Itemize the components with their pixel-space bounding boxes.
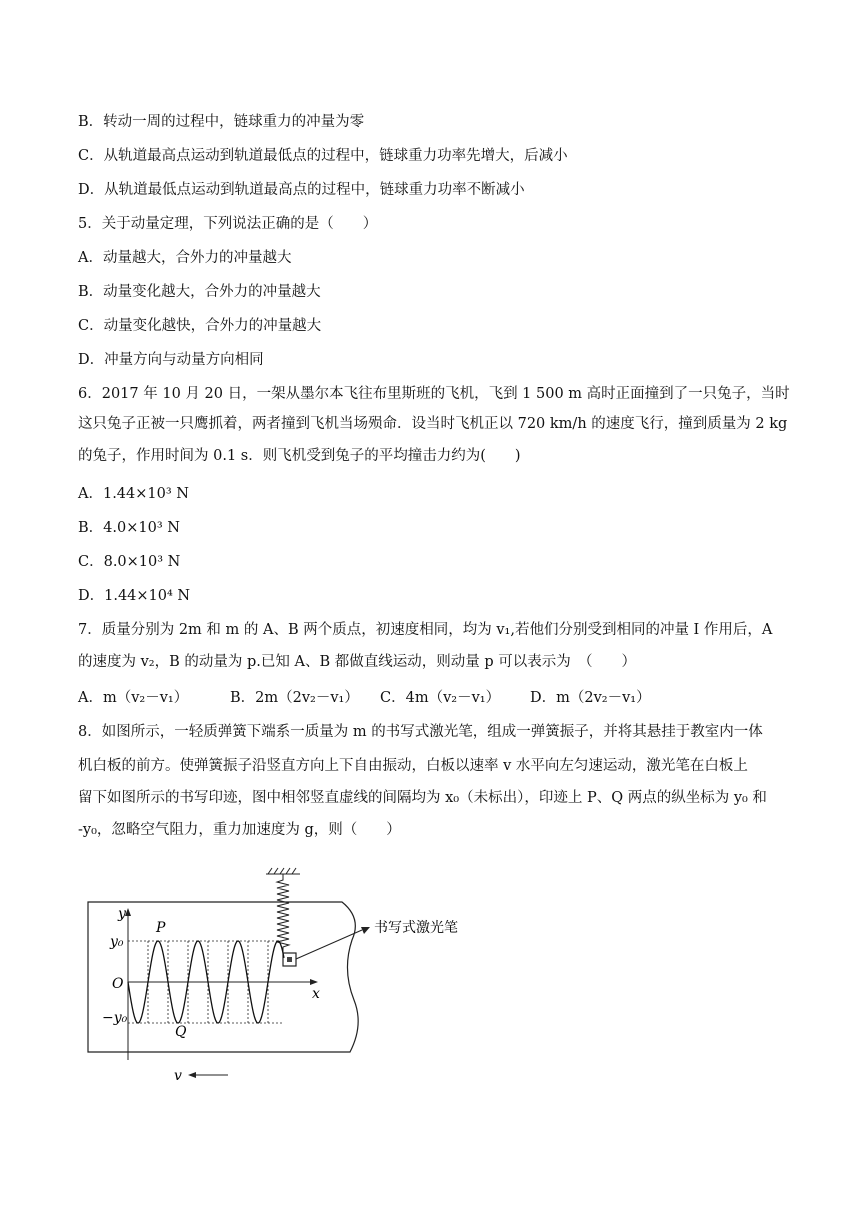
q6-option-a: A．1.44×10³ N bbox=[78, 486, 189, 502]
q7-option-b: B．2m（2v₂－v₁） bbox=[230, 690, 359, 706]
point-p-label: P bbox=[156, 920, 166, 936]
q6-stem-line3: 的兔子，作用时间为 0.1 s．则飞机受到兔子的平均撞击力约为( ) bbox=[78, 448, 521, 464]
q6-option-b: B．4.0×10³ N bbox=[78, 520, 180, 536]
point-q-label: Q bbox=[175, 1024, 187, 1040]
q5-option-a: A．动量越大，合外力的冲量越大 bbox=[78, 250, 292, 266]
q7-option-c: C．4m（v₂－v₁） bbox=[380, 690, 501, 706]
q4-option-d: D．从轨道最低点运动到轨道最高点的过程中，链球重力功率不断减小 bbox=[78, 182, 525, 198]
neg-y0-label: −y₀ bbox=[102, 1010, 128, 1026]
q5-option-b: B．动量变化越大，合外力的冲量越大 bbox=[78, 284, 321, 300]
q4-option-b: B．转动一周的过程中，链球重力的冲量为零 bbox=[78, 114, 365, 130]
spring-laser-figure bbox=[80, 860, 520, 1090]
q4-option-c: C．从轨道最高点运动到轨道最低点的过程中，链球重力功率先增大，后减小 bbox=[78, 148, 568, 164]
pen-label: 书写式激光笔 bbox=[374, 920, 458, 936]
q8-stem-line3: 留下如图所示的书写印迹，图中相邻竖直虚线的间隔均为 x₀（未标出），印迹上 P、Q 两点的纵坐标为 y₀ 和 bbox=[78, 790, 767, 806]
q7-stem-line2: 的速度为 v₂，B 的动量为 p.已知 A、B 都做直线运动，则动量 p 可以表示为 （ ） bbox=[78, 654, 636, 670]
y-axis-label: y bbox=[118, 906, 126, 922]
q6-option-c: C．8.0×10³ N bbox=[78, 554, 181, 570]
y0-label: y₀ bbox=[110, 934, 124, 950]
q6-stem-line2: 这只兔子正被一只鹰抓着，两者撞到飞机当场殒命．设当时飞机正以 720 km/h 的速度飞行，撞到质量为 2 kg bbox=[78, 416, 788, 432]
q7-option-d: D．m（2v₂－v₁） bbox=[530, 690, 651, 706]
whiteboard bbox=[88, 902, 358, 1052]
q5-stem: 5．关于动量定理，下列说法正确的是（ ） bbox=[78, 216, 378, 232]
q7-stem-line1: 7．质量分别为 2m 和 m 的 A、B 两个质点，初速度相同，均为 v₁,若他们分别受到相同的冲量 I 作用后，A bbox=[78, 622, 773, 638]
q8-stem-line4: -y₀，忽略空气阻力，重力加速度为 g，则（ ） bbox=[78, 822, 401, 838]
q6-option-d: D．1.44×10⁴ N bbox=[78, 588, 191, 604]
velocity-label: v bbox=[174, 1068, 182, 1084]
q5-option-c: C．动量变化越快，合外力的冲量越大 bbox=[78, 318, 322, 334]
x-axis-label: x bbox=[312, 986, 320, 1002]
ceiling-hatch-icon bbox=[266, 868, 300, 874]
origin-label: O bbox=[112, 976, 124, 992]
q8-stem-line2: 机白板的前方。使弹簧振子沿竖直方向上下自由振动，白板以速率 v 水平向左匀速运动，激光笔在白板上 bbox=[78, 758, 748, 774]
q5-option-d: D．冲量方向与动量方向相同 bbox=[78, 352, 264, 368]
q7-option-a: A．m（v₂－v₁） bbox=[78, 690, 189, 706]
q7-options bbox=[78, 686, 651, 707]
q8-stem-line1: 8．如图所示，一轻质弹簧下端系一质量为 m 的书写式激光笔，组成一弹簧振子，并将其悬挂于教室内一体 bbox=[78, 724, 763, 740]
q6-stem-line1: 6．2017 年 10 月 20 日，一架从墨尔本飞往布里斯班的飞机，飞到 1 500 m 高时正面撞到了一只兔子，当时 bbox=[78, 386, 790, 402]
